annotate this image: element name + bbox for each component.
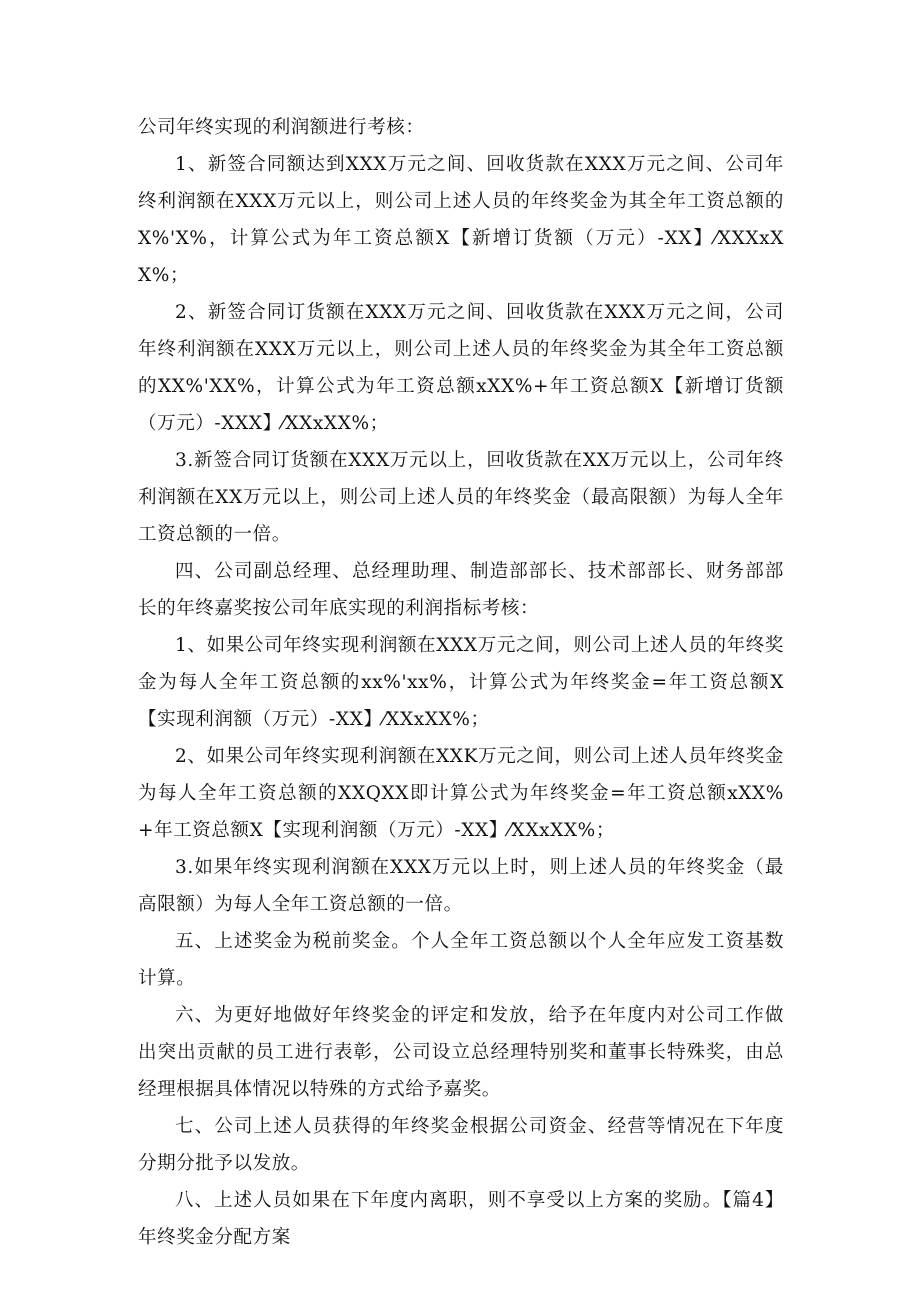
paragraph-section-6: 六、为更好地做好年终奖金的评定和发放，给予在年度内对公司工作做出突出贡献的员工进行表彰，公司设立总经理特别奖和董事长特殊奖，由总经理根据具体情况以特殊的方式给予嘉奖。: [138, 1005, 784, 1100]
document-page: [138, 109, 784, 1256]
paragraph-clause-1: 1、新签合同额达到XXX万元之间、回收货款在XXX万元之间、公司年终利润额在XXX万元以上，则公司上述人员的年终奖金为其全年工资总额的X%'X%，计算公式为年工资总额X【新增订货额（万元）-XX】⁄XXXxXX%；: [138, 154, 784, 286]
paragraph-intro: 公司年终实现的利润额进行考核：: [138, 117, 425, 138]
paragraph-section-8: 八、上述人员如果在下年度内离职，则不享受以上方案的奖励。【篇4】年终奖金分配方案: [138, 1190, 784, 1248]
paragraph-section-5: 五、上述奖金为税前奖金。个人全年工资总额以个人全年应发工资基数计算。: [138, 931, 784, 989]
paragraph-clause-3: 3.新签合同订货额在XXX万元以上，回收货款在XX万元以上，公司年终利润额在XX万元以上，则公司上述人员的年终奖金（最高限额）为每人全年工资总额的一倍。: [138, 450, 784, 545]
paragraph-section-4-clause-1: 1、如果公司年终实现利润额在XXX万元之间，则公司上述人员的年终奖金为每人全年工资总额的xx%'xx%，计算公式为年终奖金=年工资总额X【实现利润额（万元）-XX】⁄XXxXX%；: [138, 635, 784, 730]
paragraph-section-4-clause-2: 2、如果公司年终实现利润额在XXK万元之间，则公司上述人员年终奖金为每人全年工资总额的XXQXX即计算公式为年终奖金=年工资总额xXX%+年工资总额X【实现利润额（万元）-XX】⁄XXxXX%；: [138, 746, 784, 841]
paragraph-section-4: 四、公司副总经理、总经理助理、制造部部长、技术部部长、财务部部长的年终嘉奖按公司年底实现的利润指标考核：: [138, 561, 784, 619]
paragraph-section-4-clause-3: 3.如果年终实现利润额在XXX万元以上时，则上述人员的年终奖金（最高限额）为每人全年工资总额的一倍。: [138, 857, 784, 915]
paragraph-section-7: 七、公司上述人员获得的年终奖金根据公司资金、经营等情况在下年度分期分批予以发放。: [138, 1116, 784, 1174]
paragraph-clause-2: 2、新签合同订货额在XXX万元之间、回收货款在XXX万元之间，公司年终利润额在XXX万元以上，则公司上述人员的年终奖金为其全年工资总额的XX%'XX%，计算公式为年工资总额xXX%+年工资总额X【新增订货额（万元）-XXX】⁄XXxXX%；: [138, 302, 784, 434]
